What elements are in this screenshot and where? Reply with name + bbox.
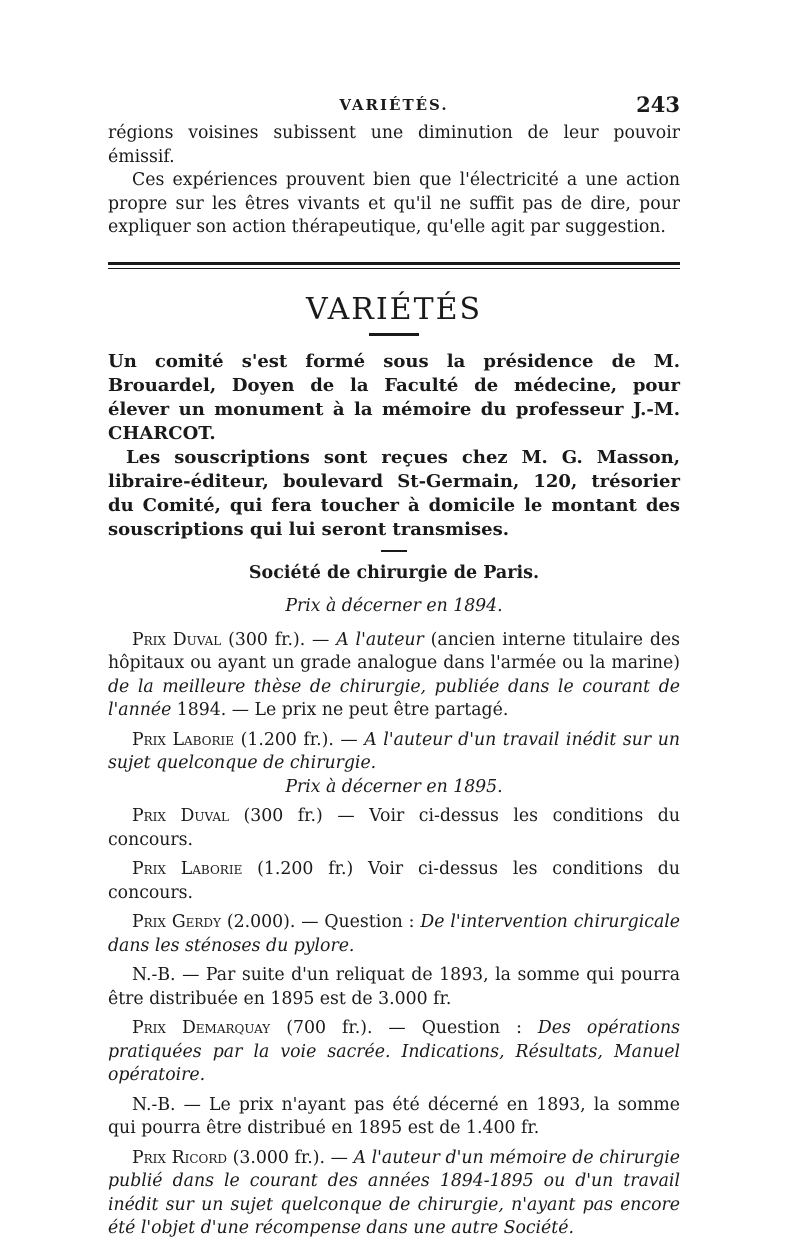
nota-bene-demarquay: N.-B. — Le prix n'ayant pas été décerné en 1893, la somme qui pourra être distribué en 1895 est de 1.400 fr. [108, 1094, 680, 1138]
intro-paragraph-1: régions voisines subissent une diminution de leur pouvoir émissif. [108, 123, 680, 167]
prize-amount: (300 fr.). — [221, 629, 337, 650]
year-heading-1895: Prix à décerner en 1895. [285, 776, 503, 797]
section-title: VARIÉTÉS [305, 291, 483, 327]
prize-text-italic: Des opérations pratiquées par la voie sacrée. Indications, Résultats, Manuel opératoire. [108, 1018, 680, 1085]
page [108, 92, 680, 1241]
prize-text-italic: A l'auteur [336, 629, 424, 650]
prize-text: (300 fr.) — Voir ci-dessus les conditions du concours. [108, 806, 680, 850]
prix-duval-1894 [108, 629, 680, 723]
page-number: 243 [636, 92, 680, 117]
prix-demarquay [108, 1017, 680, 1088]
prize-text-italic: de la meilleure thèse de chirurgie, publiée dans le courant de l'année [108, 676, 680, 720]
prize-name: Prix Duval [132, 806, 229, 826]
prize-text: (ancien interne titulaire des hôpitaux ou ayant un grade analogue dans l'armée ou la marine) [108, 629, 680, 673]
prize-amount: (700 fr.). — Question : [270, 1018, 538, 1038]
prize-text-italic: A l'auteur d'un mémoire de chirurgie publié dans le courant des années 1894-1895 ou d'un travail inédit sur un sujet quelconque de chirurgie, n'ayant pas encore été l'objet d'une récompense dans une autre Société. [108, 1147, 680, 1238]
prize-text: 1894. — Le prix ne peut être partagé. [171, 700, 509, 720]
running-head [108, 92, 680, 122]
prix-ricord [108, 1147, 680, 1241]
double-rule-divider [108, 262, 680, 269]
prize-amount: (2.000). — Question : [220, 912, 421, 932]
prix-duval-1895 [108, 805, 680, 852]
prize-text-italic: De l'intervention chirurgicale dans les sténoses du pylore. [108, 912, 681, 956]
prize-name: Prix Laborie [132, 859, 243, 879]
prix-laborie-1894 [108, 729, 680, 776]
nota-bene-gerdy: N.-B. — Par suite d'un reliquat de 1893, la somme qui pourra être distribuée en 1895 est de 3.000 fr. [108, 965, 680, 1009]
prize-text-italic: A l'auteur d'un travail inédit sur un sujet quelconque de chirurgie. [108, 729, 680, 773]
short-dash-separator [381, 550, 407, 552]
title-underline [369, 333, 419, 336]
year-heading-1894: Prix à décerner en 1894. [285, 596, 503, 616]
prize-name: Prix Demarquay [132, 1018, 271, 1038]
prix-gerdy [108, 911, 680, 958]
prize-name: Prix Duval [132, 629, 222, 650]
societe-title: Société de chirurgie de Paris. [248, 562, 540, 583]
prize-name: Prix Laborie [132, 729, 235, 750]
charcot-notice [108, 350, 680, 542]
prize-text: (1.200 fr.) Voir ci-dessus les conditions du concours. [108, 859, 680, 903]
intro-paragraph-2: Ces expériences prouvent bien que l'électricité a une action propre sur les êtres vivants et qu'il ne suffit pas de dire, pour expliquer son action thérapeutique, qu'elle agit par suggestion. [108, 170, 680, 237]
running-title: VARIÉTÉS. [339, 96, 449, 114]
notice-paragraph-1: Un comité s'est formé sous la présidence de M. Brouardel, Doyen de la Faculté de médecine, pour élever un monument à la mémoire du professeur J.-M. CHARCOT. [108, 350, 680, 444]
prix-laborie-1895 [108, 858, 680, 905]
prize-amount: (3.000 fr.). — [227, 1147, 354, 1168]
prize-name: Prix Gerdy [132, 912, 221, 932]
notice-paragraph-2: Les souscriptions sont reçues chez M. G. Masson, libraire-éditeur, boulevard St-Germain, 120, trésorier du Comité, qui fera toucher à domicile le montant des souscriptions qui lui seront transmises. [108, 446, 680, 540]
prize-amount: (1.200 fr.). — [234, 729, 365, 750]
prize-name: Prix Ricord [132, 1147, 228, 1168]
